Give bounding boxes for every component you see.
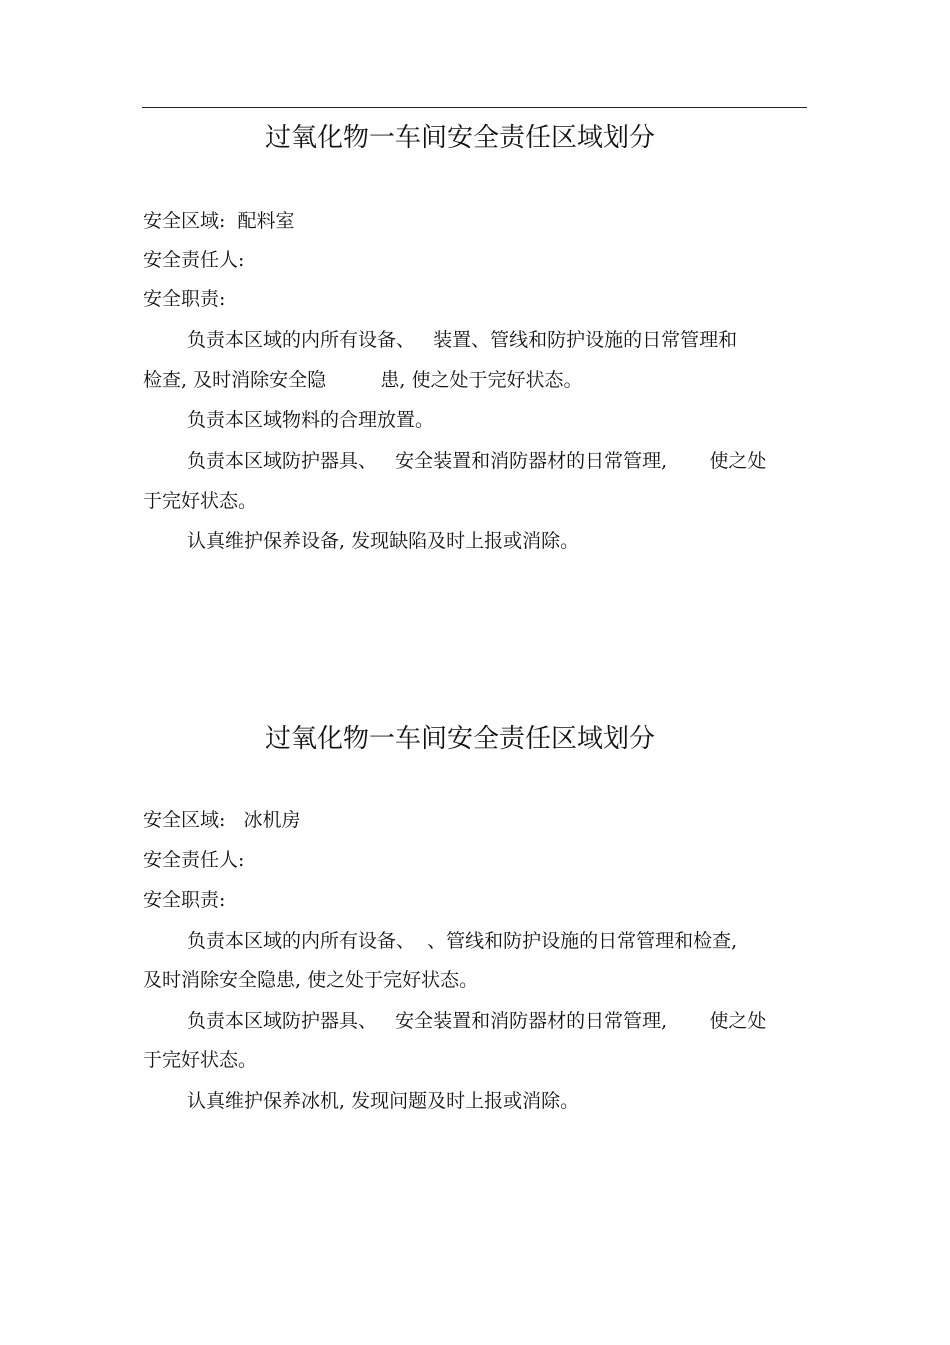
section2-duty2-line2: 于完好状态。 [143,1049,258,1071]
section2-duties-label: 安全职责: [143,889,226,911]
section2-person: 安全责任人: [143,849,245,871]
section2-duty3: 认真维护保养冰机, 发现问题及时上报或消除。 [187,1090,580,1112]
section2-duty2-line1: 负责本区域防护器具、 安全装置和消防器材的日常管理, 使之处 [187,1010,767,1032]
section1-area: 安全区域: 配料室 [143,210,295,232]
section1-duty2: 负责本区域物料的合理放置。 [187,409,435,431]
section1-title: 过氧化物一车间安全责任区域划分 [264,123,655,153]
header-rule [142,107,807,108]
section2-area: 安全区域: 冰机房 [143,809,301,831]
section1-duty1-line2: 检查, 及时消除安全隐 患, 使之处于完好状态。 [143,369,583,391]
section1-duty3-line1: 负责本区域防护器具、 安全装置和消防器材的日常管理, 使之处 [187,450,767,472]
section2-title: 过氧化物一车间安全责任区域划分 [264,724,655,754]
section1-duties-label: 安全职责: [143,288,226,310]
section2-duty1-line2: 及时消除安全隐患, 使之处于完好状态。 [143,969,479,991]
section2-duty1-line1: 负责本区域的内所有设备、 、管线和防护设施的日常管理和检查, [187,930,738,952]
section1-person: 安全责任人: [143,249,245,271]
section1-duty1-line1: 负责本区域的内所有设备、 装置、管线和防护设施的日常管理和 [187,329,738,351]
section1-duty3-line2: 于完好状态。 [143,490,258,512]
section1-duty4: 认真维护保养设备, 发现缺陷及时上报或消除。 [187,530,580,552]
